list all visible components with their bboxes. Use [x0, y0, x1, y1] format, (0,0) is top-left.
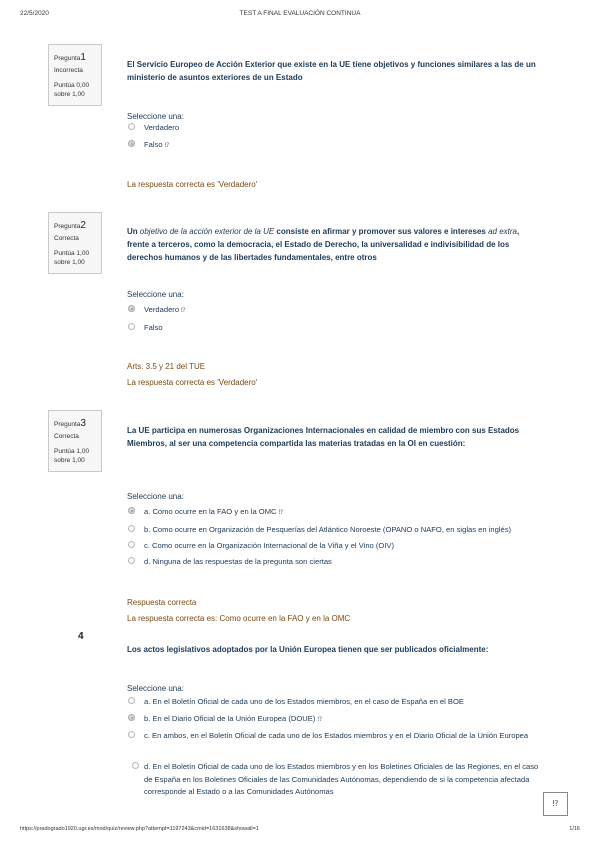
question-3-option-a[interactable] — [128, 506, 548, 520]
radio-checked-icon[interactable] — [128, 140, 135, 147]
question-word: Pregunta — [54, 421, 81, 428]
question-1-feedback: La respuesta correcta es 'Verdadero' — [127, 180, 258, 189]
question-1-info — [48, 44, 102, 106]
option-label: Falso — [144, 323, 163, 332]
grade-max: sobre 1,00 — [54, 457, 85, 465]
grade-score: Puntúa 0,00 — [54, 82, 90, 90]
radio-icon[interactable] — [128, 525, 135, 532]
print-title: TEST A FINAL EVALUACIÓN CONTINUA — [239, 10, 361, 17]
question-grade — [54, 82, 96, 100]
correct-mark-icon: ⁉ — [278, 509, 284, 516]
option-label: b. Como ocurre en Organización de Pesquerías del Atlántico Noroeste (OPANO o NAFO, en siglas en inglés) — [144, 525, 512, 534]
grade-score: Puntúa 1,00 — [54, 250, 90, 258]
question-2-option-falso[interactable] — [128, 322, 548, 335]
question-3-outcome: Respuesta correcta — [127, 598, 197, 607]
text-part: , frente a terceros, como la democracia, el Estado de Derecho, la universalidad e indivisibilidad de los derechos humanos y de las libertades fundamentales, entre otros — [127, 227, 520, 262]
question-grade — [54, 448, 96, 466]
radio-icon[interactable] — [128, 541, 135, 548]
radio-icon[interactable] — [132, 762, 139, 769]
question-4-text: Los actos legislativos adoptados por la Unión Europea tienen que ser publicados oficialmente: — [127, 645, 489, 654]
question-3-info — [48, 410, 102, 472]
option-label: b. En el Diario Oficial de la Unión Europea (DOUE) — [144, 714, 316, 723]
print-page-number: 1/16 — [569, 826, 580, 832]
option-label: d. En el Boletín Oficial de cada uno de los Estados miembros y en los Boletines Oficiales de las Regiones, en el caso de España en los Boletines Oficiales de las Comunidades Autónomas, dependiendo de si la competencia afectada corresponde al Estado o a las Comunidades Autónomas — [144, 762, 539, 796]
question-number-value: 3 — [80, 418, 86, 429]
radio-icon[interactable] — [128, 323, 135, 330]
option-label: a. En el Boletín Oficial de cada uno de los Estados miembros, en el caso de España en el BOE — [144, 697, 464, 706]
question-1-option-falso[interactable] — [128, 139, 548, 153]
question-3-text: La UE participa en numerosas Organizaciones Internacionales en calidad de miembro con sus Estados Miembros, al ser una competencia compartida las materias tratadas en la OI en cuestión: — [127, 426, 520, 448]
option-label: Verdadero — [144, 305, 180, 314]
question-number — [54, 51, 96, 65]
question-2-general-feedback: Arts. 3.5 y 21 del TUE — [127, 362, 206, 371]
question-2-prompt: Seleccione una: — [127, 290, 184, 299]
grade-score: Puntúa 1,00 — [54, 448, 90, 456]
radio-icon[interactable] — [128, 731, 135, 738]
question-4-option-b[interactable] — [128, 713, 548, 727]
question-4-prompt: Seleccione una: — [127, 684, 184, 693]
question-word: Pregunta — [54, 55, 81, 62]
text-part-italic: ad extra — [488, 227, 517, 236]
question-number — [54, 417, 96, 431]
option-label: d. Ninguna de las respuestas de la pregunta son ciertas — [144, 557, 332, 566]
question-grade — [54, 250, 96, 268]
question-3-option-c[interactable] — [128, 540, 548, 553]
grade-max: sobre 1,00 — [54, 259, 85, 267]
question-word: Pregunta — [54, 223, 81, 230]
option-label: Verdadero — [144, 123, 180, 132]
question-state: Incorrecta — [54, 66, 83, 74]
question-1-option-verdadero[interactable] — [128, 122, 548, 135]
radio-icon[interactable] — [128, 123, 135, 130]
question-number-value: 1 — [80, 52, 86, 63]
print-header — [20, 10, 580, 22]
text-part: consiste en afirmar y promover sus valores e intereses — [274, 227, 489, 236]
question-3-feedback: La respuesta correcta es: Como ocurre en la FAO y en la OMC — [127, 614, 351, 623]
print-date: 22/5/2020 — [20, 10, 49, 17]
question-2-info — [48, 212, 102, 274]
question-2-text — [127, 225, 537, 264]
radio-icon[interactable] — [128, 557, 135, 564]
question-state: Correcta — [54, 432, 79, 440]
question-3-prompt: Seleccione una: — [127, 492, 184, 501]
radio-checked-icon[interactable] — [128, 305, 135, 312]
incorrect-mark-icon: ⁉ — [164, 142, 170, 149]
question-4-option-c[interactable] — [128, 730, 538, 743]
print-url: https://pradogrado1920.ugr.es/mod/quiz/review.php?attempt=1197243&cmid=1631638&showall=1 — [20, 826, 259, 832]
question-4-option-d[interactable] — [128, 761, 543, 799]
question-3-option-b[interactable] — [128, 524, 548, 537]
grade-max: sobre 1,00 — [54, 91, 85, 99]
text-part: Un — [127, 227, 140, 236]
question-number — [54, 219, 96, 233]
radio-icon[interactable] — [128, 697, 135, 704]
question-1-prompt: Seleccione una: — [127, 112, 184, 121]
question-number-value: 2 — [80, 220, 86, 231]
option-label: Falso — [144, 140, 163, 149]
correct-mark-icon: ⁉ — [181, 307, 186, 314]
question-1-text: El Servicio Europeo de Acción Exterior que existe en la UE tiene objetivos y funciones similares a las de un ministerio de asuntos exteriores de un Estado — [127, 60, 536, 82]
correct-mark-icon: ⁉ — [317, 716, 323, 723]
option-label: c. Como ocurre en la Organización Internacional de la Viña y el Vino (OIV) — [144, 541, 395, 550]
question-2-option-verdadero[interactable] — [128, 304, 548, 318]
radio-checked-icon[interactable] — [128, 714, 135, 721]
question-3-option-d[interactable] — [128, 556, 548, 569]
print-footer — [20, 826, 580, 838]
question-2-feedback: La respuesta correcta es 'Verdadero' — [127, 378, 258, 387]
quiz-navigation-button[interactable]: ⁉ — [543, 792, 568, 816]
option-label: a. Como ocurre en la FAO y en la OMC — [144, 507, 277, 516]
question-4-option-a[interactable] — [128, 696, 548, 709]
radio-checked-icon[interactable] — [128, 507, 135, 514]
text-part-italic: objetivo de la acción exterior de la UE — [139, 227, 275, 236]
question-state: Correcta — [54, 234, 79, 242]
option-label: c. En ambos, en el Boletín Oficial de cada uno de los Estados miembros y en el Diario Oficial de la Unión Europea — [144, 731, 529, 740]
question-4-number: 4 — [78, 631, 84, 642]
